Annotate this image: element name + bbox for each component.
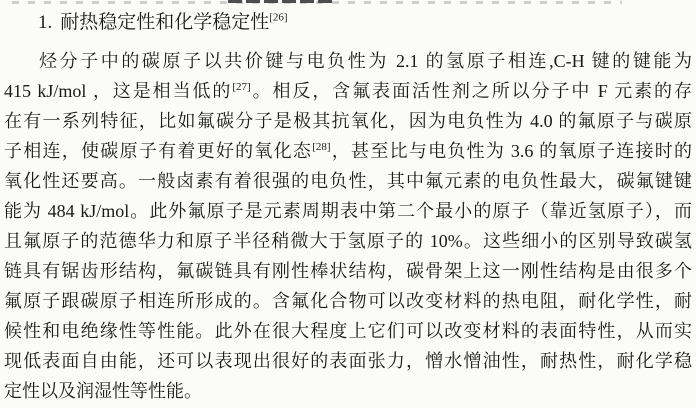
section-heading <box>38 8 288 38</box>
text-segment: ，甚至比与电负性为 3.6 的氧原子连接时的 <box>330 141 693 161</box>
citation-ref-27: [27] <box>232 81 251 93</box>
text-line: 在有一系列特征，比如氟碳分子是极其抗氧化，因为电负性为 4.0 的氟原子与碳原 <box>4 111 692 131</box>
section-title: 耐热稳定性和化学稳定性 <box>60 12 270 33</box>
text-segment: 。相反，含氟表面活性剂之所以分子中 F 元素的存 <box>250 81 692 101</box>
text-line <box>4 76 692 106</box>
cut-off-text-remnant <box>0 0 696 6</box>
section-number: 1. <box>38 12 53 33</box>
text-segment: 子相连，使碳原子有着更好的氧化态 <box>4 141 313 161</box>
citation-ref-28: [28] <box>312 141 331 153</box>
text-line: 现低表面自由能，还可以表现出很好的表面张力，憎水憎油性，耐热性，耐化学稳 <box>4 351 692 371</box>
text-line <box>4 136 692 166</box>
remnant-dark-streak <box>228 0 336 3</box>
text-line: 能为 484 kJ/mol。此外氟原子是元素周期表中第二个最小的原子（靠近氢原子），而 <box>4 201 692 221</box>
text-line: 烃分子中的碳原子以共价键与电负性为 2.1 的氢原子相连,C-H 键的键能为 <box>39 51 692 71</box>
text-line: 链具有锯齿形结构，氟碳链具有刚性棒状结构，碳骨架上这一刚性结构是由很多个 <box>4 261 692 281</box>
text-line: 氧化性还要高。一般卤素有着很强的电负性，其中氟元素的电负性最大，碳氟键键 <box>4 171 692 191</box>
text-line: 氟原子跟碳原子相连所形成的。含氟化合物可以改变材料的热电阻，耐化学性，耐 <box>4 291 692 311</box>
citation-ref-26: [26] <box>269 11 288 24</box>
text-segment: 415 kJ/mol ，这是相当低的 <box>4 81 233 101</box>
text-line: 定性以及润湿性等性能。 <box>4 381 202 401</box>
text-line: 且氟原子的范德华力和原子半径稍微大于氢原子的 10%。这些细小的区别导致碳氢 <box>4 231 692 251</box>
text-line: 候性和电绝缘性等性能。此外在很大程度上它们可以改变材料的表面特性，从而实 <box>4 321 692 341</box>
